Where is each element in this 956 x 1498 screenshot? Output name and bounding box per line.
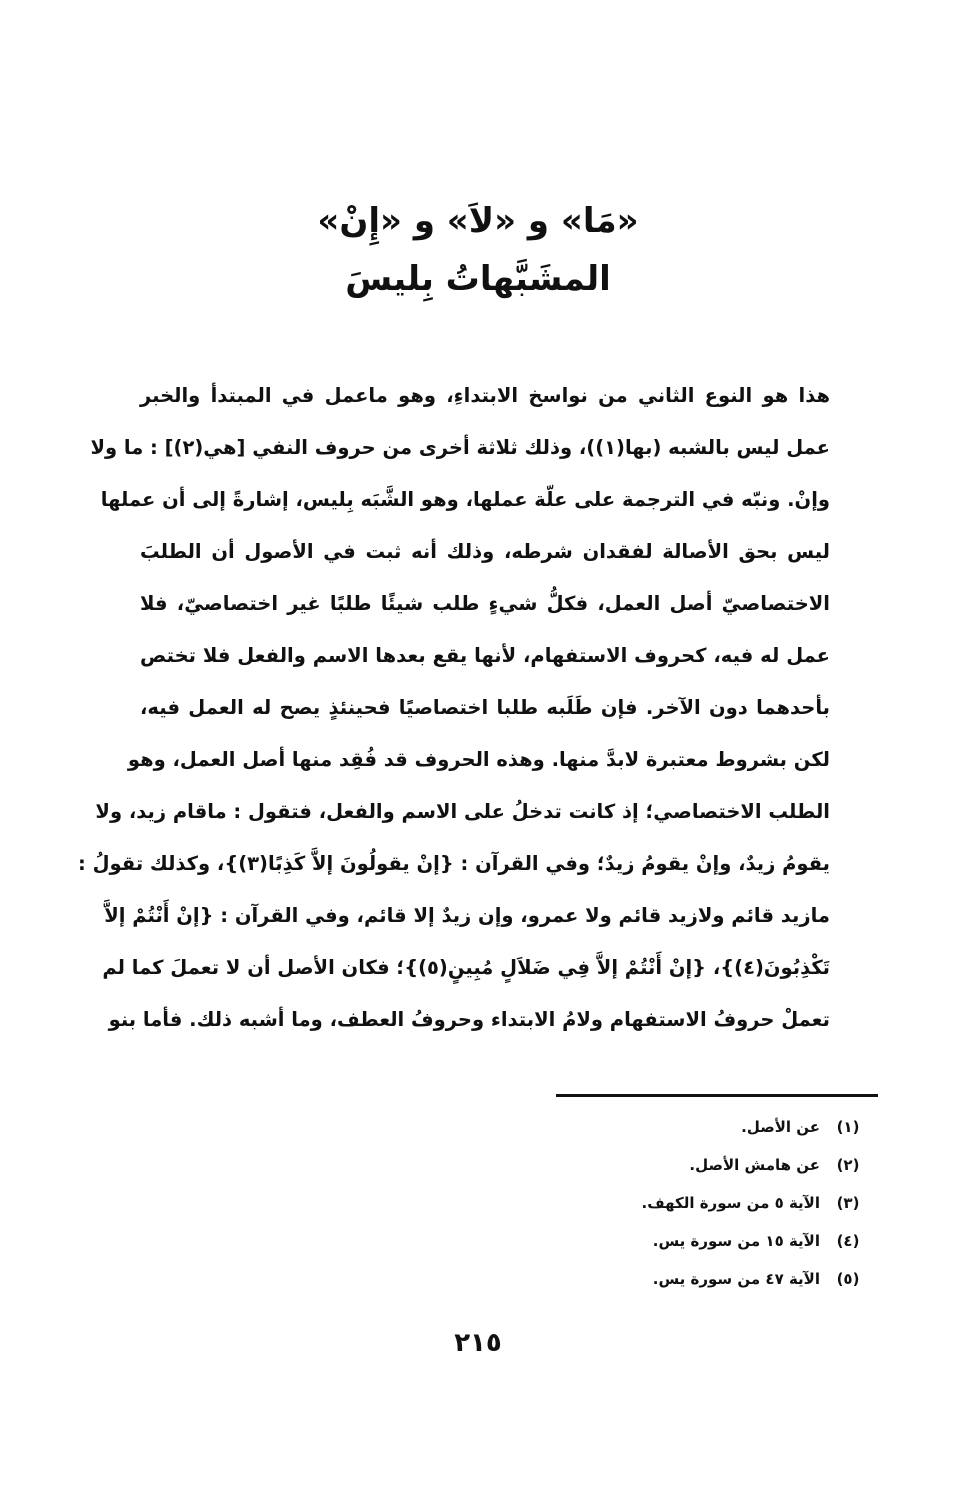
footnote-text: الآية ٤٧ من سورة يس. [652,1270,820,1288]
body-line: هذا هو النوع الثاني من نواسخ الابتداءِ، وهو ماعمل في المبتدأ والخبر [140,384,830,407]
footnote [516,1184,876,1222]
chapter-title-line-1: «مَا» و «لاَ» و «إِنْ» [317,201,639,241]
body-line: لكن بشروط معتبرة لابدَّ منها. وهذه الحروف قد فُقِد منها أصل العمل، وهو [127,748,830,771]
footnote-text: الآية ٥ من سورة الكهف. [641,1194,820,1212]
body-line: يقومُ زيدٌ، وإنْ يقومُ زيدٌ؛ وفي القرآن : {إنْ يقولُونَ إلاَّ كَذِبًا(٣)}، وكذلك تقولُ : [78,852,830,875]
footnote-divider [556,1094,878,1097]
body-line: عمل له فيه، كحروف الاستفهام، لأنها يقع بعدها الاسم والفعل فلا تختص [140,644,830,667]
footnote [516,1260,876,1298]
body-text [78,370,830,1046]
footnote-number: (١) [836,1118,860,1136]
footnote [516,1222,876,1260]
body-line: ليس بحق الأصالة لفقدان شرطه، وذلك أنه ثبت في الأصول أن الطلبَ [140,540,830,563]
footnotes [516,1108,876,1298]
body-line: تَكْذِبُونَ(٤)}، {إنْ أَنْتُمْ إلاَّ فِي ضَلاَلٍ مُبِينٍ(٥)}؛ فكان الأصل أن لا تعملَ كما لم [102,956,830,979]
footnote [516,1108,876,1146]
footnote [516,1146,876,1184]
footnote-number: (٤) [836,1232,860,1250]
body-line: تعملْ حروفُ الاستفهام ولامُ الابتداء وحروفُ العطف، وما أشبه ذلك. فأما بنو [108,1008,830,1031]
body-line: بأحدهما دون الآخر. فإن طَلَبه طلبا اختصاصيًا فحينئذٍ يصح له العمل فيه، [140,696,830,719]
body-line: عمل ليس بالشبه (بها(١))، وذلك ثلاثة أخرى من حروف النفي [هي(٢)] : ما ولا [90,436,830,459]
footnote-text: الآية ١٥ من سورة يس. [652,1232,820,1250]
page-number: ٢١٥ [454,1328,502,1358]
footnote-text: عن هامش الأصل. [689,1156,820,1174]
body-line: مازيد قائم ولازيد قائم ولا عمرو، وإن زيدٌ إلا قائم، وفي القرآن : {إنْ أَنْتُمْ إلاَّ [104,904,830,927]
footnote-text: عن الأصل. [741,1118,820,1136]
body-line: الطلب الاختصاصي؛ إذ كانت تدخلُ على الاسم والفعل، فتقول : ماقام زيد، ولا [95,800,830,823]
body-line: الاختصاصيّ أصل العمل، فكلُّ شيءٍ طلب شيئًا طلبًا غير اختصاصيّ، فلا [140,592,830,615]
footnote-number: (٣) [836,1194,860,1212]
footnote-number: (٢) [836,1156,860,1174]
chapter-title [0,192,956,308]
footnote-number: (٥) [836,1270,860,1288]
chapter-title-line-2: المشَبَّهاتُ بِليسَ [345,259,611,299]
body-line: وإنْ. ونبّه في الترجمة على علّة عملها، وهو الشَّبَه بِليس، إشارةً إلى أن عملها [100,488,830,511]
